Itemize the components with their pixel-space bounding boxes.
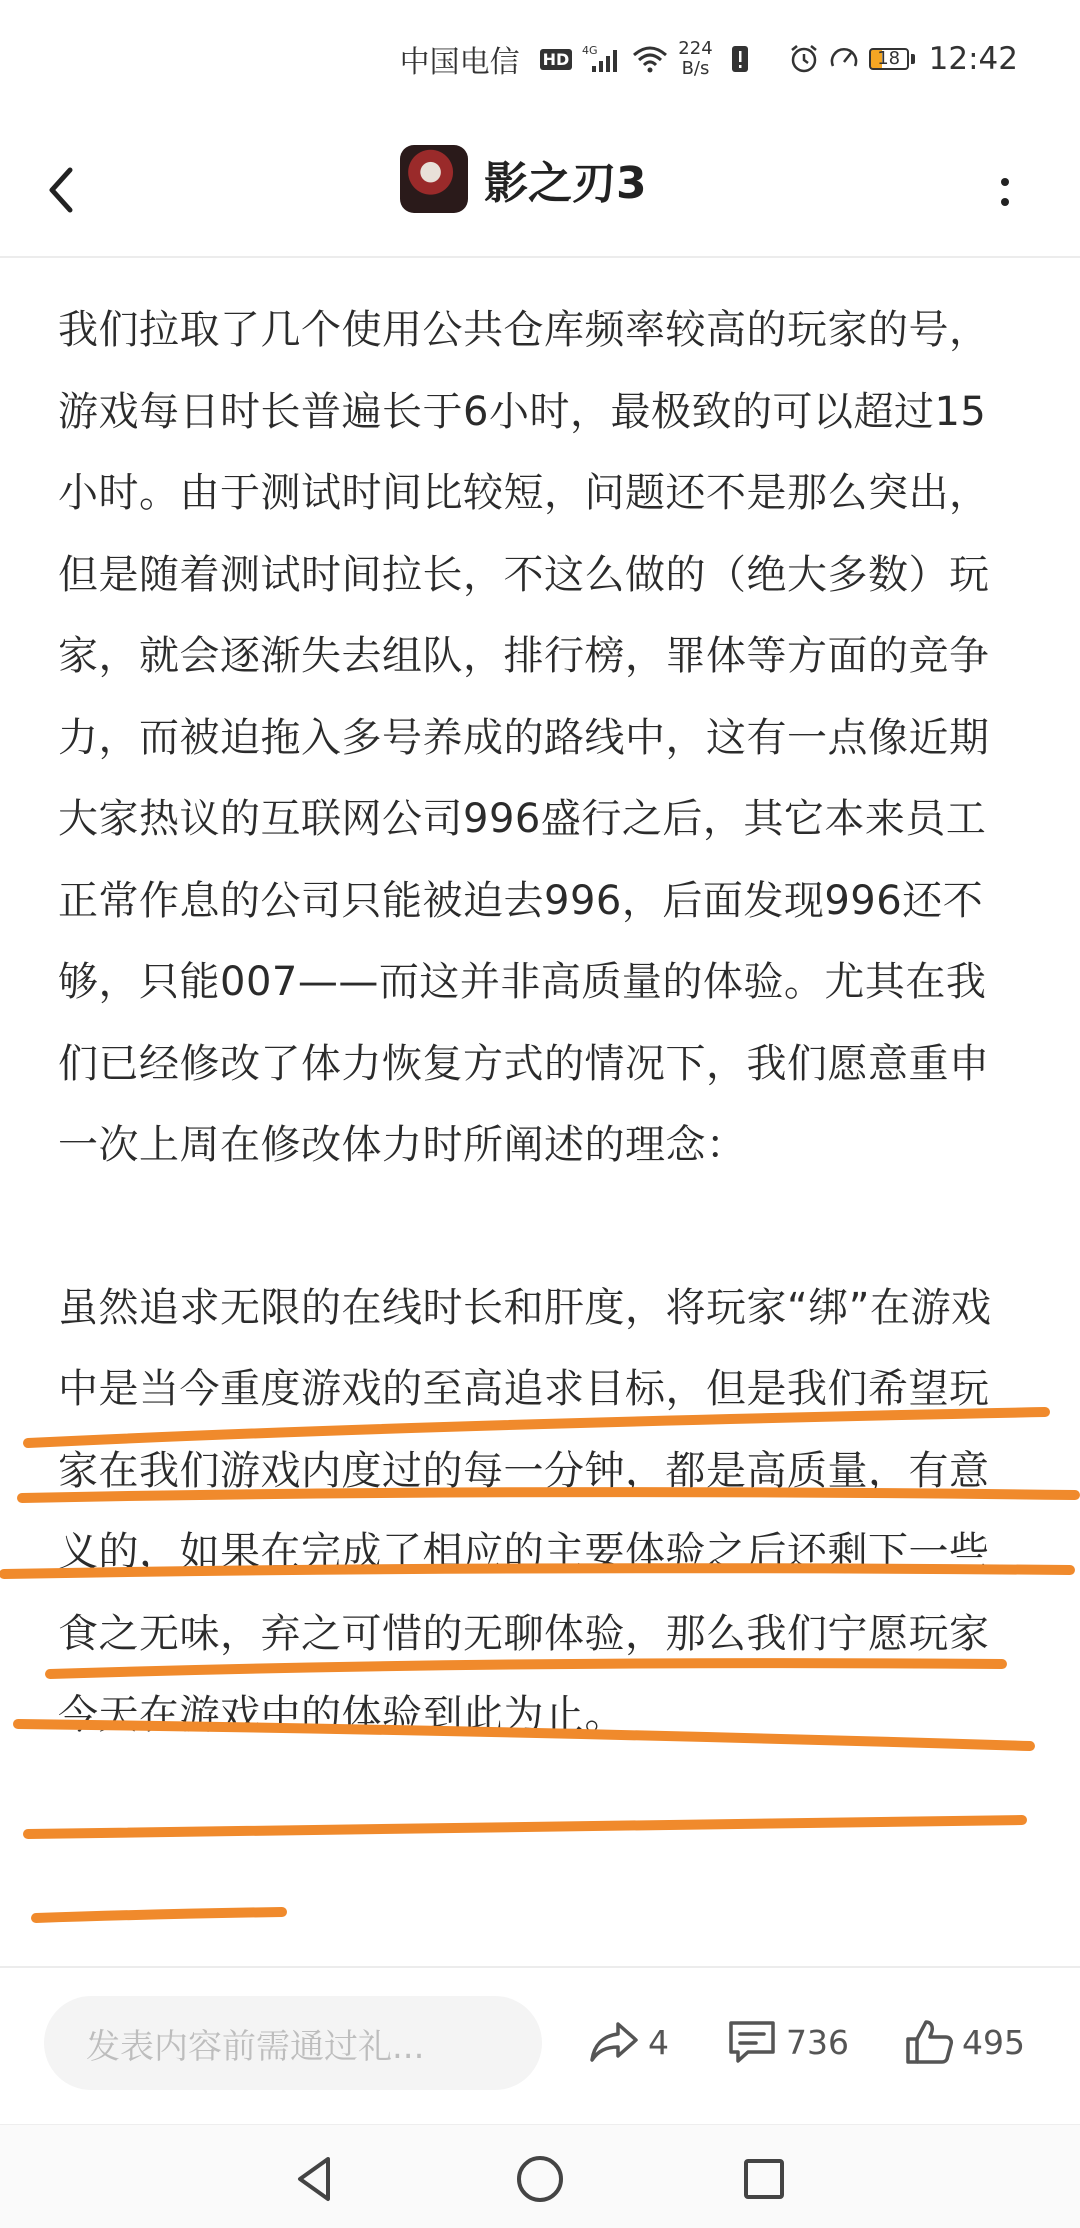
article-paragraph: 我们拉取了几个使用公共仓库频率较高的玩家的号，游戏每日时长普遍长于6小时，最极致的可以超过15小时。由于测试时间比较短，问题还不是那么突出，但是随着测试时间拉长，不这么做的（绝大多数）玩家，就会逐渐失去组队，排行榜，罪体等方面的竞争力，而被迫拖入多号养成的路线中，这有一点像近期大家热议的互联网公司996盛行之后，其它本来员工正常作息的公司只能被迫去996，后面发现996还不够，只能007——而这并非高质量的体验。尤其在我们已经修改了体力恢复方式的情况下，我们愿意重申一次上周在修改体力时所阐述的理念： xyxy=(58,307,990,1168)
clock: 12:42 xyxy=(928,41,1018,77)
like-button[interactable] xyxy=(904,2012,1025,2072)
network-speed xyxy=(678,39,712,79)
like-count: 495 xyxy=(962,2022,1025,2062)
top-app-bar xyxy=(0,118,1080,258)
article-paragraph: 虽然追求无限的在线时长和肝度，将玩家“绑”在游戏中是当今重度游戏的至高追求目标，但是我们希望玩家在我们游戏内度过的每一分钟，都是高质量，有意义的，如果在完成了相应的主要体验之后还剩下一些食之无味，弃之可惜的无聊体验，那么我们宁愿玩家今天在游戏中的体验到此为止。 xyxy=(58,1284,992,1738)
share-button[interactable] xyxy=(588,2012,669,2072)
carrier-name: 中国电信 xyxy=(399,45,520,80)
network-speed-value: 224 xyxy=(678,38,713,59)
status-bar xyxy=(0,0,1080,118)
nav-recents-button[interactable] xyxy=(736,2151,792,2207)
nav-home-button[interactable] xyxy=(512,2151,568,2207)
more-options-button[interactable] xyxy=(995,164,1015,220)
nav-back-button[interactable] xyxy=(288,2151,344,2207)
article-body xyxy=(58,290,1018,1757)
highlight-stroke xyxy=(28,1820,1022,1834)
comment-icon xyxy=(726,2018,778,2066)
signal-icon xyxy=(582,44,622,74)
alarm-icon xyxy=(789,44,819,74)
highlight-stroke xyxy=(36,1912,282,1918)
hd-badge: HD xyxy=(540,49,573,70)
back-button[interactable] xyxy=(40,160,90,220)
battery-icon xyxy=(869,48,915,70)
comment-input[interactable]: 发表内容前需通过礼... xyxy=(44,1996,542,2090)
more-vertical-icon xyxy=(995,164,1015,220)
chevron-left-icon xyxy=(40,160,90,220)
comment-count: 736 xyxy=(786,2022,849,2062)
network-speed-unit: B/s xyxy=(681,58,710,79)
thumbs-up-icon xyxy=(904,2017,954,2067)
title-area[interactable] xyxy=(400,144,647,214)
square-recents-icon xyxy=(736,2151,792,2207)
wifi-icon xyxy=(632,45,668,73)
share-icon xyxy=(588,2018,640,2066)
circle-home-icon xyxy=(512,2151,568,2207)
action-bar xyxy=(0,1966,1080,2124)
sim-alert-icon xyxy=(731,45,749,73)
page-title: 影之刃3 xyxy=(484,158,647,209)
system-nav-bar xyxy=(0,2124,1080,2228)
share-count: 4 xyxy=(648,2022,669,2062)
battery-level: 18 xyxy=(869,48,909,70)
speedometer-icon xyxy=(829,44,859,74)
network-type-label: 4G xyxy=(582,44,598,57)
comment-button[interactable] xyxy=(726,2012,849,2072)
triangle-back-icon xyxy=(288,2151,344,2207)
game-avatar xyxy=(400,145,468,213)
